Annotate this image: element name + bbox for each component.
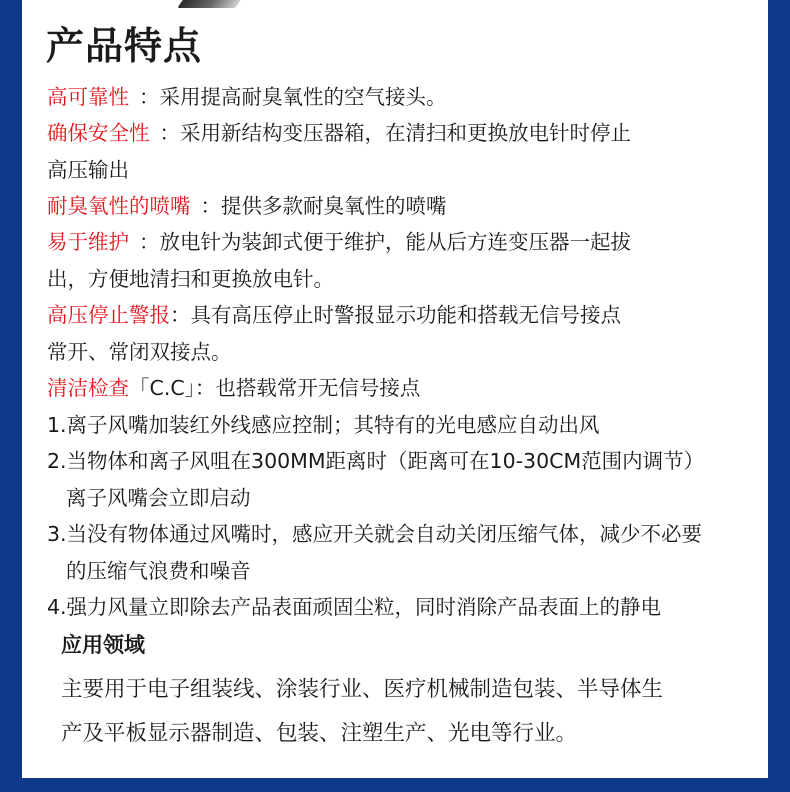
application-heading: 应用领域 xyxy=(61,633,145,657)
feature-label: 耐臭氧性的喷嘴 xyxy=(47,194,191,218)
page-title: 产品特点 xyxy=(46,24,203,68)
feature-text: ：采用提高耐臭氧性的空气接头。 xyxy=(139,85,447,109)
feature-text: ：具有高压停止时警报显示功能和搭载无信号接点 xyxy=(170,303,621,327)
feature-label: 高压停止警报 xyxy=(47,303,170,327)
feature-reliability xyxy=(47,83,447,111)
frame-right-border xyxy=(768,0,790,792)
point-4: 4.强力风量立即除去产品表面顽固尘粒，同时消除产品表面上的静电 xyxy=(47,595,662,619)
feature-safety-continued: 高压输出 xyxy=(47,158,129,182)
point-3-continued: 的压缩气浪费和噪音 xyxy=(66,559,251,583)
feature-clean-check xyxy=(47,374,420,402)
point-2-continued: 离子风嘴会立即启动 xyxy=(66,486,251,510)
feature-alarm xyxy=(47,301,621,329)
application-line-1: 主要用于电子组装线、涂装行业、医疗机械制造包装、半导体生 xyxy=(61,677,664,702)
feature-text: ：放电针为装卸式便于维护，能从后方连变压器一起拔 xyxy=(139,230,631,254)
feature-maintenance xyxy=(47,228,631,256)
feature-ozone-nozzle xyxy=(47,192,447,220)
feature-alarm-continued: 常开、常闭双接点。 xyxy=(47,340,232,364)
feature-text: 「C.C」：也搭载常开无信号接点 xyxy=(129,376,421,400)
feature-label: 高可靠性 xyxy=(47,85,129,109)
frame-bottom-border xyxy=(0,778,790,792)
application-line-2: 产及平板显示器制造、包装、注塑生产、光电等行业。 xyxy=(61,721,578,746)
feature-text: ：采用新结构变压器箱，在清扫和更换放电针时停止 xyxy=(159,121,631,145)
point-3: 3.当没有物体通过风嘴时，感应开关就会自动关闭压缩气体，减少不必要 xyxy=(47,522,703,546)
feature-label: 确保安全性 xyxy=(47,121,150,145)
feature-label: 清洁检查 xyxy=(47,376,129,400)
top-decoration xyxy=(177,0,241,8)
point-1: 1.离子风嘴加装红外线感应控制；其特有的光电感应自动出风 xyxy=(47,413,600,437)
point-2: 2.当物体和离子风咀在300MM距离时（距离可在10-30CM范围内调节） xyxy=(47,449,705,473)
feature-maintenance-continued: 出，方便地清扫和更换放电针。 xyxy=(47,267,334,291)
feature-label: 易于维护 xyxy=(47,230,129,254)
feature-text: ：提供多款耐臭氧性的喷嘴 xyxy=(200,194,447,218)
frame-left-border xyxy=(0,0,22,792)
feature-safety xyxy=(47,119,631,147)
